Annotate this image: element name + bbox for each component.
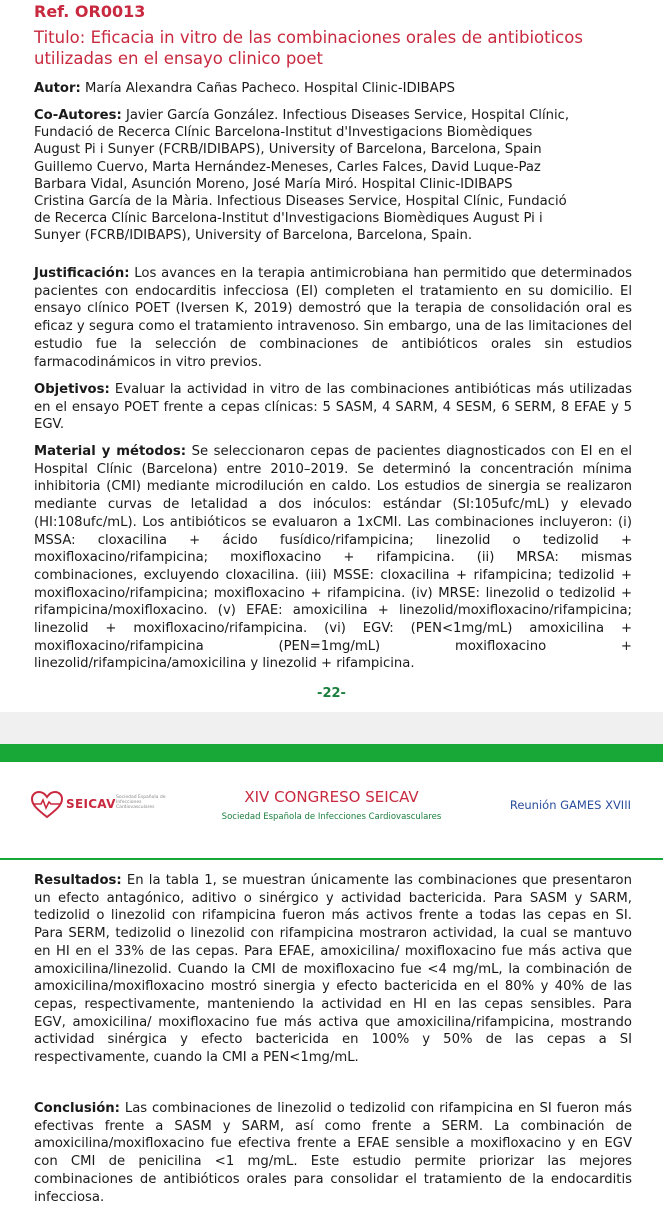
justificacion-paragraph [34,265,632,371]
coautores-line: August Pi i Sunyer (FCRB/IDIBAPS), University of Barcelona, Barcelona, Spain [34,142,542,158]
objetivos-label: Objetivos: [34,382,110,397]
justificacion-text: Los avances en la terapia antimicrobiana han permitido que determinados pacientes con endocarditis infecciosa (EI) completen el tratamiento en su domicilio. El ensayo clínico POET (Iversen K, 2019) demostró que la terapia de consolidación oral es eficaz y segura como el tratamiento intravenoso. Sin embargo, una de las limitaciones del estudio fue la selección de combinaciones de antibióticos orales sin estudios farmacodinámicos in vitro previos. [34,266,632,370]
conclusion-label: Conclusión: [34,1101,120,1116]
meeting-name: Reunión GAMES XVIII [509,798,631,812]
coautores-paragraph [34,107,632,245]
material-paragraph [34,443,632,673]
society-name: Sociedad Española de Infecciones Cardiovasculares [221,812,442,822]
objetivos-text: Evaluar la actividad in vitro de las combinaciones antibióticas más utilizadas en el ensayo POET frente a cepas clínicas: 5 SASM, 4 SARM, 4 SESM, 6 SERM, 8 EFAE y 5 EGV. [34,382,632,433]
logo-text: SEICAV [66,797,116,811]
abstract-continuation [0,860,663,1205]
resultados-paragraph [34,872,632,1067]
header-stripe [0,744,663,762]
coautores-line: Javier García González. Infectious Diseases Service, Hospital Clínic, [121,108,570,123]
objetivos-paragraph [34,381,632,434]
material-text: Se seleccionaron cepas de pacientes diagnosticados con EI en el Hospital Clínic (Barcelona) entre 2010–2019. Se determinó la concentración mínima inhibitoria (CMI) mediante microdilución en caldo. Los estudios de sinergia se realizaron mediante curvas de letalidad a dos inóculos: estándar (SI:105ufc/mL) y elevado (HI:108ufc/mL). Los antibióticos se evaluaron a 1xCMI. Las combinaciones incluyeron: (i) MSSA: cloxacilina + ácido fusídico/rifampicina; linezolid o tedizolid + moxifloxacino/rifampicina; moxifloxacino + rifampicina. (ii) MRSA: mismas combinaciones, excluyendo cloxacilina. (iii) MSSE: cloxacilina + rifampicina; tedizolid + moxifloxacino/rifampicina; moxifloxacino + rifampicina. (iv) MRSE: linezolid o tedizolid + rifampicina/moxifloxacino. (v) EFAE: amoxicilina + linezolid/moxifloxacino/rifampicina; linezolid + moxifloxacino/rifampicina. (vi) EGV: (PEN<1mg/mL) amoxicilina + moxifloxacino/rifampicina (PEN=1mg/mL) moxifloxacino + linezolid/rifampicina/amoxicilina y linezolid + rifampicina. [34,444,633,672]
material-label: Material y métodos: [34,444,186,459]
conclusion-paragraph [34,1100,632,1206]
autor-label: Autor: [34,81,81,96]
congress-header [0,762,663,860]
coautores-line: Guillemo Cuervo, Marta Hernández-Meneses, Carles Falces, David Luque-Paz [34,159,541,175]
abstract-title: Titulo: Eficacia in vitro de las combinaciones orales de antibioticos utilizadas en el ensayo clinico poet [34,28,583,68]
resultados-text: En la tabla 1, se muestran únicamente las combinaciones que presentaron un efecto antagónico, aditivo o sinérgico y actividad bactericida. Para SASM y SARM, tedizolid o linezolid con rifampicina fueron más activos frente a todas las cepas en SI. Para SERM, tedizolid o linezolid con rifampicina mostraron actividad, la cual se mantuvo en HI en el 33% de las cepas. Para EFAE, amoxicilina/ moxifloxacino fue más activa que amoxicilina/linezolid. Cuando la CMI de moxifloxacino fue <4 mg/mL, la combinación de amoxicilina/moxifloxacino mostró sinergia y efecto bactericida en el 80% y 40% de las cepas, respectivamente, manteniendo la actividad en HI en las cepas sensibles. Para EGV, amoxicilina/ moxifloxacino fue más activa que amoxicilina/rifampicina, mostrando actividad sinérgica y efecto bactericida en 100% y 50% de las cepas a SI respectivamente, cuando la CMI a PEN<1mg/mL. [34,873,632,1066]
reference-code: Ref. OR0013 [34,2,146,21]
coautores-label: Co-Autores: [34,108,122,123]
page-separator [0,712,663,744]
autor-text: María Alexandra Cañas Pacheco. Hospital Clinic-IDIBAPS [80,81,455,96]
autor-paragraph [34,80,632,98]
congress-title: XIV CONGRESO SEICAV [244,788,419,806]
coautores-line: Sunyer (FCRB/IDIBAPS), University of Barcelona, Barcelona, Spain. [34,228,473,244]
coautores-line: Fundació de Recerca Clínic Barcelona-Institut d'Investigacions Biomèdiques [34,125,533,141]
coautores-line: Cristina García de la Mària. Infectious Diseases Service, Hospital Clínic, Fundació [34,194,567,210]
logo-subtitle: Sociedad Española de Infecciones Cardiovasculares [116,795,166,810]
coautores-line: Barbara Vidal, Asunción Moreno, José María Miró. Hospital Clinic-IDIBAPS [34,176,513,192]
conclusion-text: Las combinaciones de linezolid o tedizolid con rifampicina en SI fueron más efectivas frente a SASM y SARM, así como frente a SERM. La combinación de amoxicilina/moxifloxacino fue efectiva frente a EFAE sensible a moxifloxacino y en EGV con CMI de penicilina <1 mg/mL. Este estudio permite priorizar las mejores combinaciones de antibióticos orales para consolidar el tratamiento de la endocarditis infecciosa. [34,1101,632,1205]
resultados-label: Resultados: [34,873,122,888]
justificacion-label: Justificación: [34,266,130,281]
coautores-line: de Recerca Clínic Barcelona-Institut d'Investigacions Biomèdiques August Pi i [34,211,543,227]
page-number: -22- [317,686,346,701]
